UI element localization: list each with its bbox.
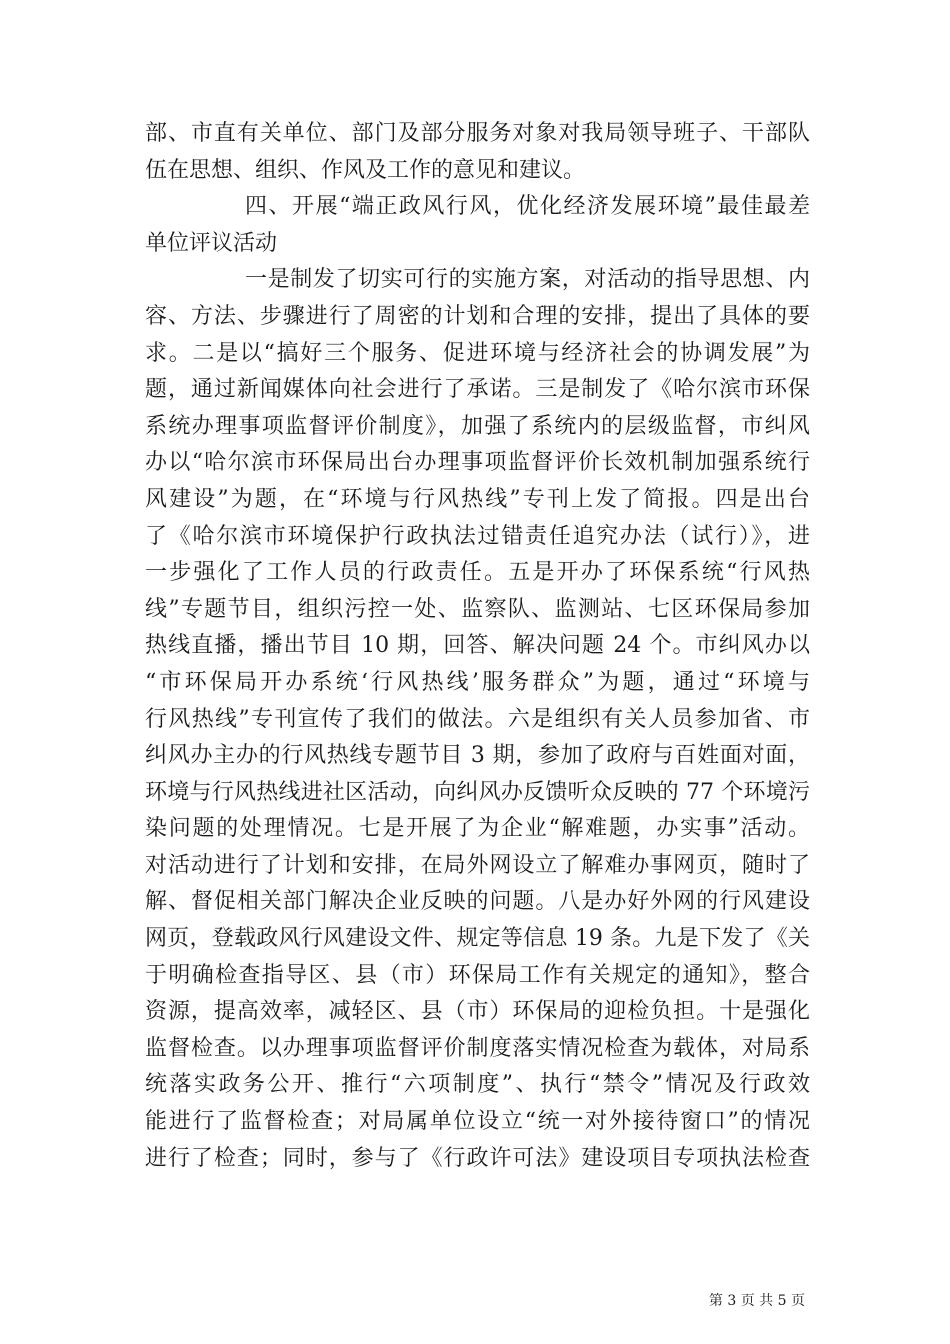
text-line: 对活动进行了计划和安排，在局外网设立了解难办事网页，随时了 [145, 852, 810, 878]
text-line: 网页，登载政风行风建设文件、规定等信息 19 条。九是下发了《关 [145, 926, 810, 952]
text-line: 热线直播，播出节目 10 期，回答、解决问题 24 个。市纠风办以 [145, 633, 810, 659]
text-line: 能进行了监督检查；对局属单位设立“统一对外接待窗口”的情况 [145, 1109, 810, 1135]
section-heading-line: 单位评议活动 [145, 230, 278, 256]
text-line: 一是制发了切实可行的实施方案，对活动的指导思想、内 [245, 267, 810, 293]
page-number: 第 3 页 共 5 页 [708, 1293, 805, 1309]
text-line: 办以“哈尔滨市环保局出台办理事项监督评价长效机制加强系统行 [145, 450, 810, 476]
text-line: 系统办理事项监督评价制度》，加强了系统内的层级监督，市纠风 [145, 413, 810, 439]
text-line: 了《哈尔滨市环境保护行政执法过错责任追究办法（试行）》，进 [145, 523, 810, 549]
text-line: 伍在思想、组织、作风及工作的意见和建议。 [145, 157, 586, 183]
text-line: 染问题的处理情况。七是开展了为企业“解难题，办实事”活动。 [145, 816, 810, 842]
text-line: 统落实政务公开、推行“六项制度”、执行“禁令”情况及行政效 [145, 1072, 810, 1098]
text-line: 风建设”为题，在“环境与行风热线”专刊上发了简报。四是出台 [145, 486, 810, 512]
text-line: 部、市直有关单位、部门及部分服务对象对我局领导班子、干部队 [145, 121, 810, 146]
text-line: 环境与行风热线进社区活动，向纠风办反馈听众反映的 77 个环境污 [145, 779, 810, 805]
text-line: 于明确检查指导区、县（市）环保局工作有关规定的通知》，整合 [145, 962, 810, 988]
text-line: 一步强化了工作人员的行政责任。五是开办了环保系统“行风热 [145, 560, 810, 586]
text-line: “市环保局开办系统‘行风热线’服务群众”为题，通过“环境与 [145, 669, 810, 695]
text-line: 进行了检查；同时，参与了《行政许可法》建设项目专项执法检查 [145, 1145, 810, 1171]
text-line: 资源，提高效率，减轻区、县（市）环保局的迎检负担。十是强化 [145, 999, 810, 1025]
section-heading-line: 四、开展“端正政风行风，优化经济发展环境”最佳最差 [245, 194, 810, 220]
text-line: 求。二是以“搞好三个服务、促进环境与经济社会的协调发展”为 [145, 340, 810, 366]
text-line: 解、督促相关部门解决企业反映的问题。八是办好外网的行风建设 [145, 889, 810, 915]
text-line: 题，通过新闻媒体向社会进行了承诺。三是制发了《哈尔滨市环保 [145, 377, 810, 403]
body-text [145, 116, 810, 1177]
text-line: 行风热线”专刊宣传了我们的做法。六是组织有关人员参加省、市 [145, 706, 810, 732]
text-line: 纠风办主办的行风热线专题节目 3 期，参加了政府与百姓面对面， [145, 743, 810, 769]
text-line: 线”专题节目，组织污控一处、监察队、监测站、七区环保局参加 [145, 596, 810, 622]
text-line: 监督检查。以办理事项监督评价制度落实情况检查为载体，对局系 [145, 1035, 810, 1061]
text-line: 容、方法、步骤进行了周密的计划和合理的安排，提出了具体的要 [145, 303, 810, 329]
